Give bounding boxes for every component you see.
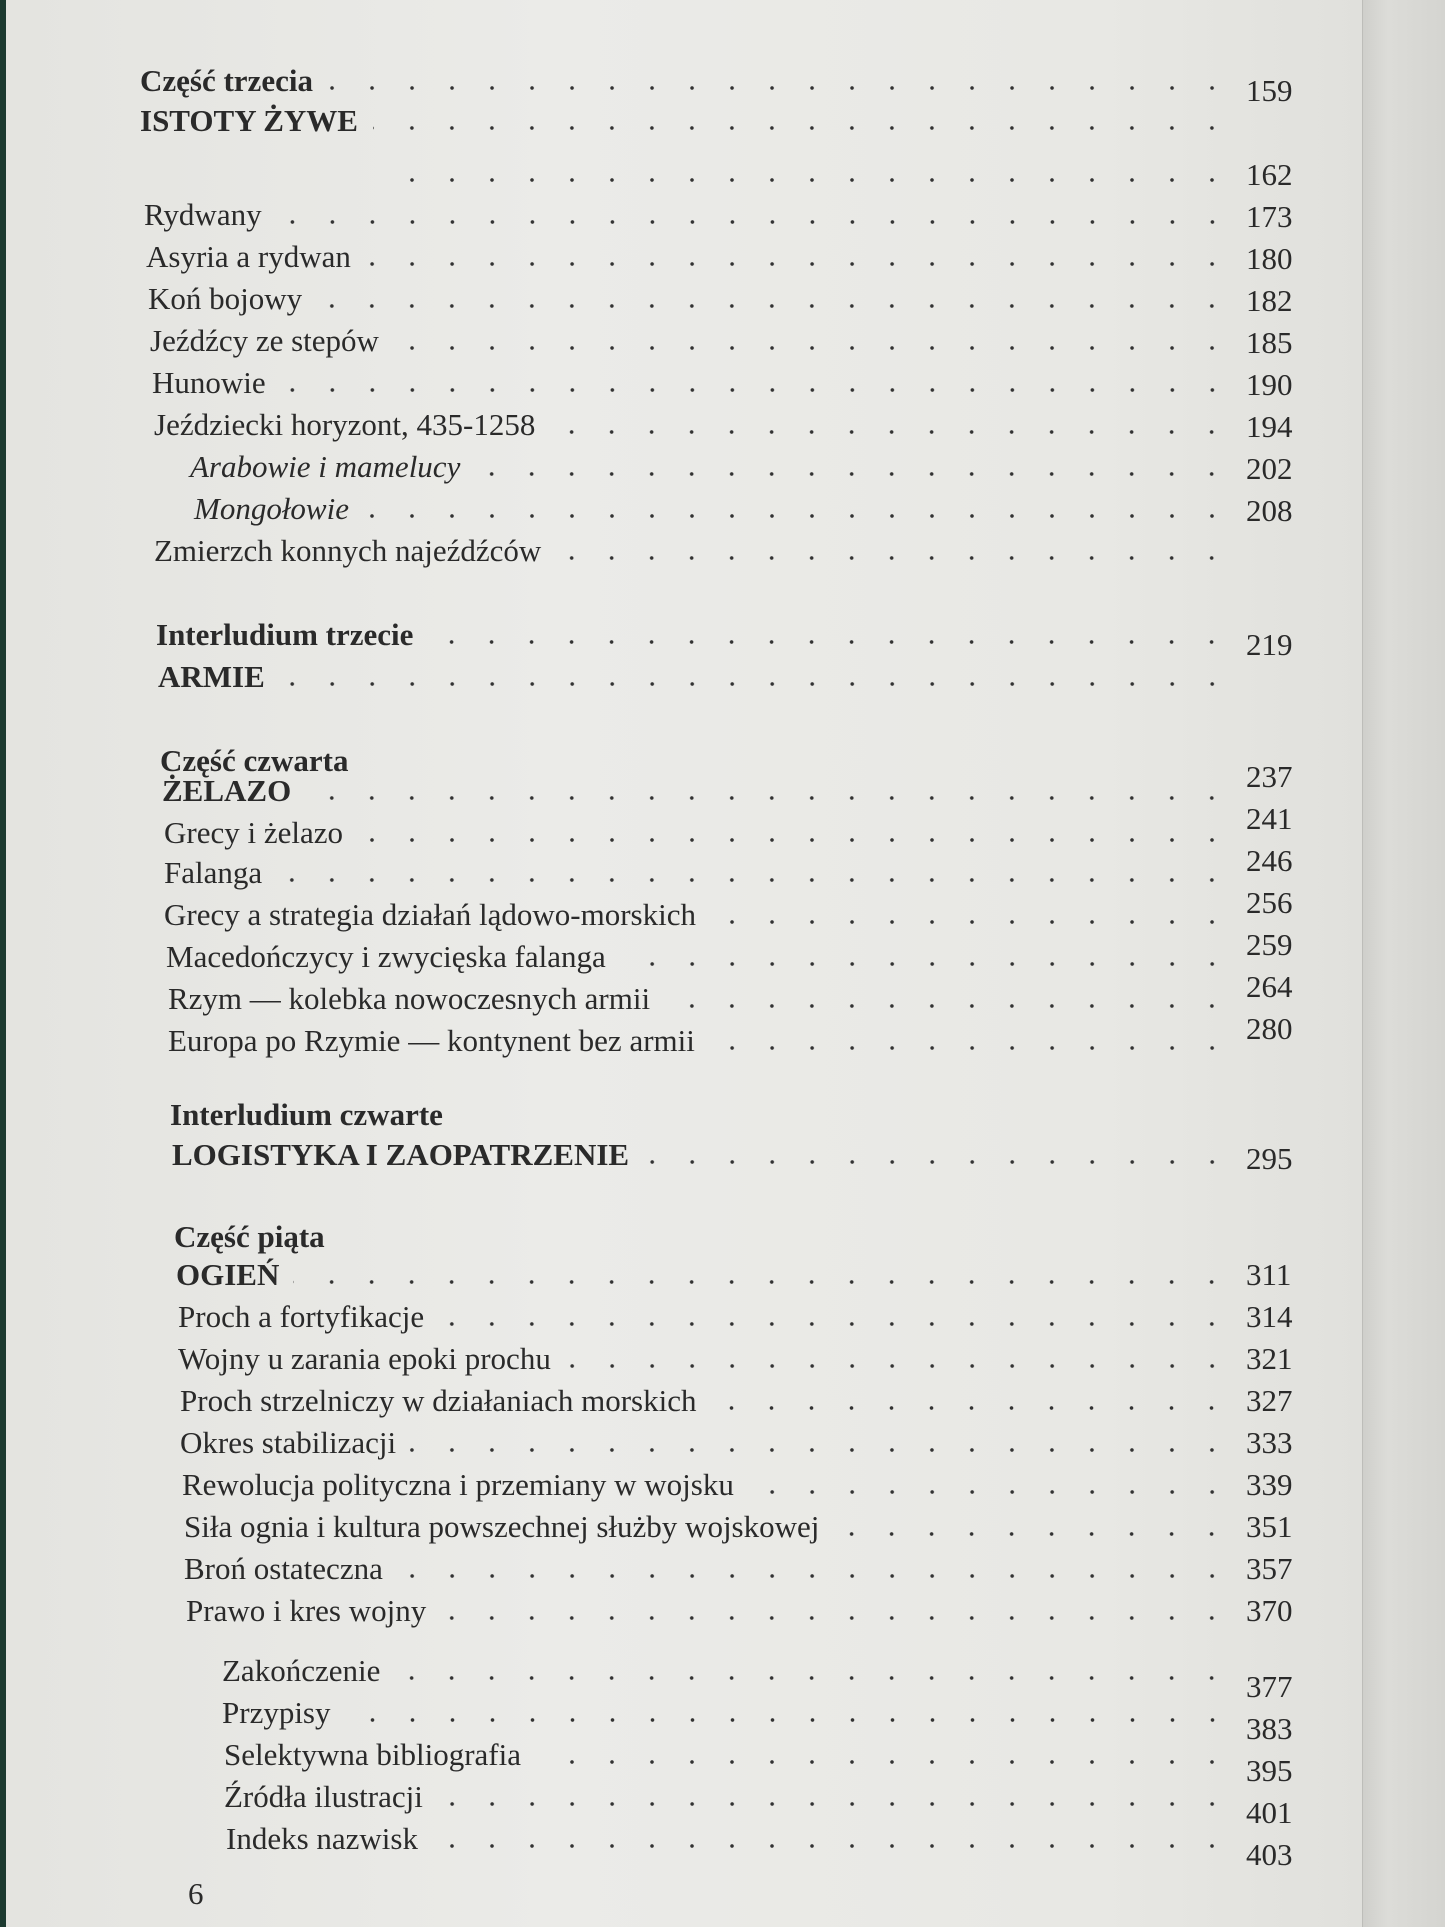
toc-entry-title: Asyria a rydwan xyxy=(146,239,351,274)
toc-page-number: 264 xyxy=(1246,969,1293,1004)
toc-entry xyxy=(0,1692,1362,1734)
toc-entry xyxy=(0,1020,1362,1062)
toc-entry-title: Wojny u zarania epoki prochu xyxy=(178,1341,551,1376)
toc-entry xyxy=(0,362,1362,404)
toc-entry-title: Interludium trzecie xyxy=(156,617,414,652)
toc-entry xyxy=(0,488,1362,530)
toc-entry-title: Zakończenie xyxy=(222,1653,381,1688)
toc-page-number: 159 xyxy=(1246,73,1293,108)
toc-page-number: 185 xyxy=(1246,325,1293,360)
leader-dots xyxy=(748,1490,1232,1494)
toc-entry xyxy=(0,1776,1362,1818)
leader-dots xyxy=(357,838,1232,842)
toc-entry xyxy=(0,1590,1362,1632)
toc-entry-title: Rzym — kolebka nowoczesnych armii xyxy=(168,981,651,1016)
toc-entry xyxy=(0,1422,1362,1464)
leader-dots xyxy=(664,1004,1232,1008)
toc-entry xyxy=(0,194,1362,236)
toc-page-number: 314 xyxy=(1246,1299,1293,1334)
leader-dots xyxy=(397,1574,1232,1578)
toc-page-number: 339 xyxy=(1246,1467,1293,1502)
leader-dots xyxy=(293,1280,1232,1284)
leader-dots xyxy=(440,1616,1232,1620)
toc-page-number: 219 xyxy=(1246,627,1293,662)
toc-entry xyxy=(0,278,1362,320)
leader-dots xyxy=(276,220,1232,224)
toc-entry xyxy=(0,1650,1362,1692)
toc-entry xyxy=(0,446,1362,488)
leader-dots xyxy=(833,1532,1232,1536)
toc-entry xyxy=(0,1296,1362,1338)
toc-page-number: 370 xyxy=(1246,1593,1293,1628)
toc-entry xyxy=(0,1734,1362,1776)
leader-dots xyxy=(410,1448,1232,1452)
leader-dots xyxy=(393,346,1232,350)
toc-entry-title: Jeździecki horyzont, 435-1258 xyxy=(154,407,536,442)
toc-page-number: 241 xyxy=(1246,801,1293,836)
leader-dots xyxy=(432,1844,1232,1848)
toc-entry-title: Koń bojowy xyxy=(148,281,303,316)
toc-entry xyxy=(0,152,1362,194)
leader-dots xyxy=(345,1718,1233,1722)
toc-entry-title: Hunowie xyxy=(152,365,266,400)
toc-entry-title: ISTOTY ŻYWE xyxy=(140,103,358,138)
toc-entry xyxy=(0,656,1362,698)
toc-entry-title: Część piąta xyxy=(174,1219,325,1254)
toc-entry xyxy=(0,320,1362,362)
toc-entry xyxy=(0,936,1362,978)
page-number: 6 xyxy=(188,1876,204,1911)
toc-entry xyxy=(0,852,1362,894)
leader-dots xyxy=(400,178,1232,182)
toc-page-number: 202 xyxy=(1246,451,1293,486)
toc-page-number: 162 xyxy=(1246,157,1293,192)
toc-entry xyxy=(0,1254,1362,1296)
leader-dots xyxy=(365,262,1232,266)
toc-entry xyxy=(0,978,1362,1020)
toc-page-number: 311 xyxy=(1246,1257,1292,1292)
toc-entry-title: Grecy a strategia działań lądowo-morskich xyxy=(164,897,696,932)
toc-entry-title: LOGISTYKA I ZAOPATRZENIE xyxy=(172,1137,630,1172)
toc-entry xyxy=(0,530,1362,572)
toc-entry-title: Część czwarta xyxy=(160,743,349,778)
toc-entry xyxy=(0,404,1362,446)
leader-dots xyxy=(555,556,1232,560)
toc-page-number: 194 xyxy=(1246,409,1293,444)
leader-dots xyxy=(645,1160,1232,1164)
toc-entry-title: Proch a fortyfikacje xyxy=(178,1299,425,1334)
toc-page-number: 280 xyxy=(1246,1011,1293,1046)
leader-dots xyxy=(437,1802,1232,1806)
leader-dots xyxy=(363,514,1232,518)
toc-entry-title: ŻELAZO xyxy=(162,773,292,808)
toc-entry-title: Indeks nazwisk xyxy=(226,1821,418,1856)
leader-dots xyxy=(305,796,1232,800)
toc-page-number: 295 xyxy=(1246,1141,1293,1176)
toc-entry-title: Siła ognia i kultura powszechnej służby wojskowej xyxy=(184,1509,820,1544)
toc-page-number: 401 xyxy=(1246,1795,1293,1830)
toc-entry xyxy=(0,812,1362,854)
toc-entry-title: Arabowie i mamelucy xyxy=(190,449,461,484)
toc-page-number: 383 xyxy=(1246,1711,1293,1746)
toc-entry-title: Prawo i kres wojny xyxy=(186,1593,427,1628)
toc-page-number: 208 xyxy=(1246,493,1293,528)
toc-entry xyxy=(0,1134,1362,1176)
toc-page-number: 333 xyxy=(1246,1425,1293,1460)
toc-entry xyxy=(0,1506,1362,1548)
toc-entry xyxy=(0,614,1362,656)
leader-dots xyxy=(535,1760,1232,1764)
toc-page-number: 180 xyxy=(1246,241,1293,276)
toc-entry-title: Macedończycy i zwycięska falanga xyxy=(166,939,606,974)
toc-entry-title: Zmierzch konnych najeźdźców xyxy=(154,533,542,568)
toc-page-number: 395 xyxy=(1246,1753,1293,1788)
toc-entry-title: Mongołowie xyxy=(194,491,349,526)
leader-dots xyxy=(276,878,1232,882)
toc-entry xyxy=(0,894,1362,936)
toc-entry-title: Jeźdźcy ze stepów xyxy=(150,323,379,358)
toc-entry xyxy=(0,770,1362,812)
toc-page-number: 256 xyxy=(1246,885,1293,920)
leader-dots xyxy=(373,126,1232,130)
toc-page-number: 237 xyxy=(1246,759,1293,794)
toc-entry-title: Falanga xyxy=(164,855,263,890)
leader-dots xyxy=(327,86,1232,90)
toc-page-number: 377 xyxy=(1246,1669,1293,1704)
toc-entry xyxy=(0,1216,1362,1258)
toc-page-number: 190 xyxy=(1246,367,1293,402)
toc-entry-title: Przypisy xyxy=(222,1695,331,1730)
toc-entry-title: OGIEŃ xyxy=(176,1257,280,1292)
toc-entry-title: Źródła ilustracji xyxy=(224,1779,423,1814)
leader-dots xyxy=(549,430,1232,434)
toc-entry xyxy=(0,1464,1362,1506)
leader-dots xyxy=(279,682,1232,686)
toc-page-number: 357 xyxy=(1246,1551,1293,1586)
leader-dots xyxy=(709,1046,1232,1050)
toc-page-number: 321 xyxy=(1246,1341,1293,1376)
toc-entry xyxy=(0,1338,1362,1380)
toc-page-number: 259 xyxy=(1246,927,1293,962)
leader-dots xyxy=(710,1406,1232,1410)
toc-entry-title: Część trzecia xyxy=(140,63,313,98)
toc-entry-title: Grecy i żelazo xyxy=(164,815,343,850)
toc-entry xyxy=(0,1548,1362,1590)
toc-entry-title: Okres stabilizacji xyxy=(180,1425,397,1460)
toc-entry-title: Rydwany xyxy=(144,197,262,232)
toc-page-number: 246 xyxy=(1246,843,1293,878)
toc-entry xyxy=(0,1094,1362,1136)
toc-entry-title: Interludium czwarte xyxy=(170,1097,443,1132)
toc-entry-title: Rewolucja polityczna i przemiany w wojsku xyxy=(182,1467,734,1502)
toc-page-number: 173 xyxy=(1246,199,1293,234)
leader-dots xyxy=(280,388,1232,392)
leader-dots xyxy=(316,304,1232,308)
toc-entry-title: Proch strzelniczy w działaniach morskich xyxy=(180,1383,697,1418)
toc-entry-title: ARMIE xyxy=(158,659,265,694)
leader-dots xyxy=(620,962,1232,966)
leader-dots xyxy=(710,920,1232,924)
toc-entry xyxy=(0,236,1362,278)
toc-entry xyxy=(0,1380,1362,1422)
toc-entry xyxy=(0,100,1362,142)
toc-entry-title: Europa po Rzymie — kontynent bez armii xyxy=(168,1023,695,1058)
leader-dots xyxy=(565,1364,1232,1368)
toc-page-number: 403 xyxy=(1246,1837,1293,1872)
toc-page-number: 327 xyxy=(1246,1383,1293,1418)
toc-entry xyxy=(0,1818,1362,1860)
toc-page-number: 351 xyxy=(1246,1509,1293,1544)
toc-page-number: 182 xyxy=(1246,283,1293,318)
toc-entry xyxy=(0,60,1362,102)
toc-entry-title: Broń ostateczna xyxy=(184,1551,383,1586)
leader-dots xyxy=(438,1322,1232,1326)
leader-dots xyxy=(394,1676,1232,1680)
toc-entry-title: Selektywna bibliografia xyxy=(224,1737,521,1772)
leader-dots xyxy=(474,472,1232,476)
leader-dots xyxy=(427,640,1232,644)
